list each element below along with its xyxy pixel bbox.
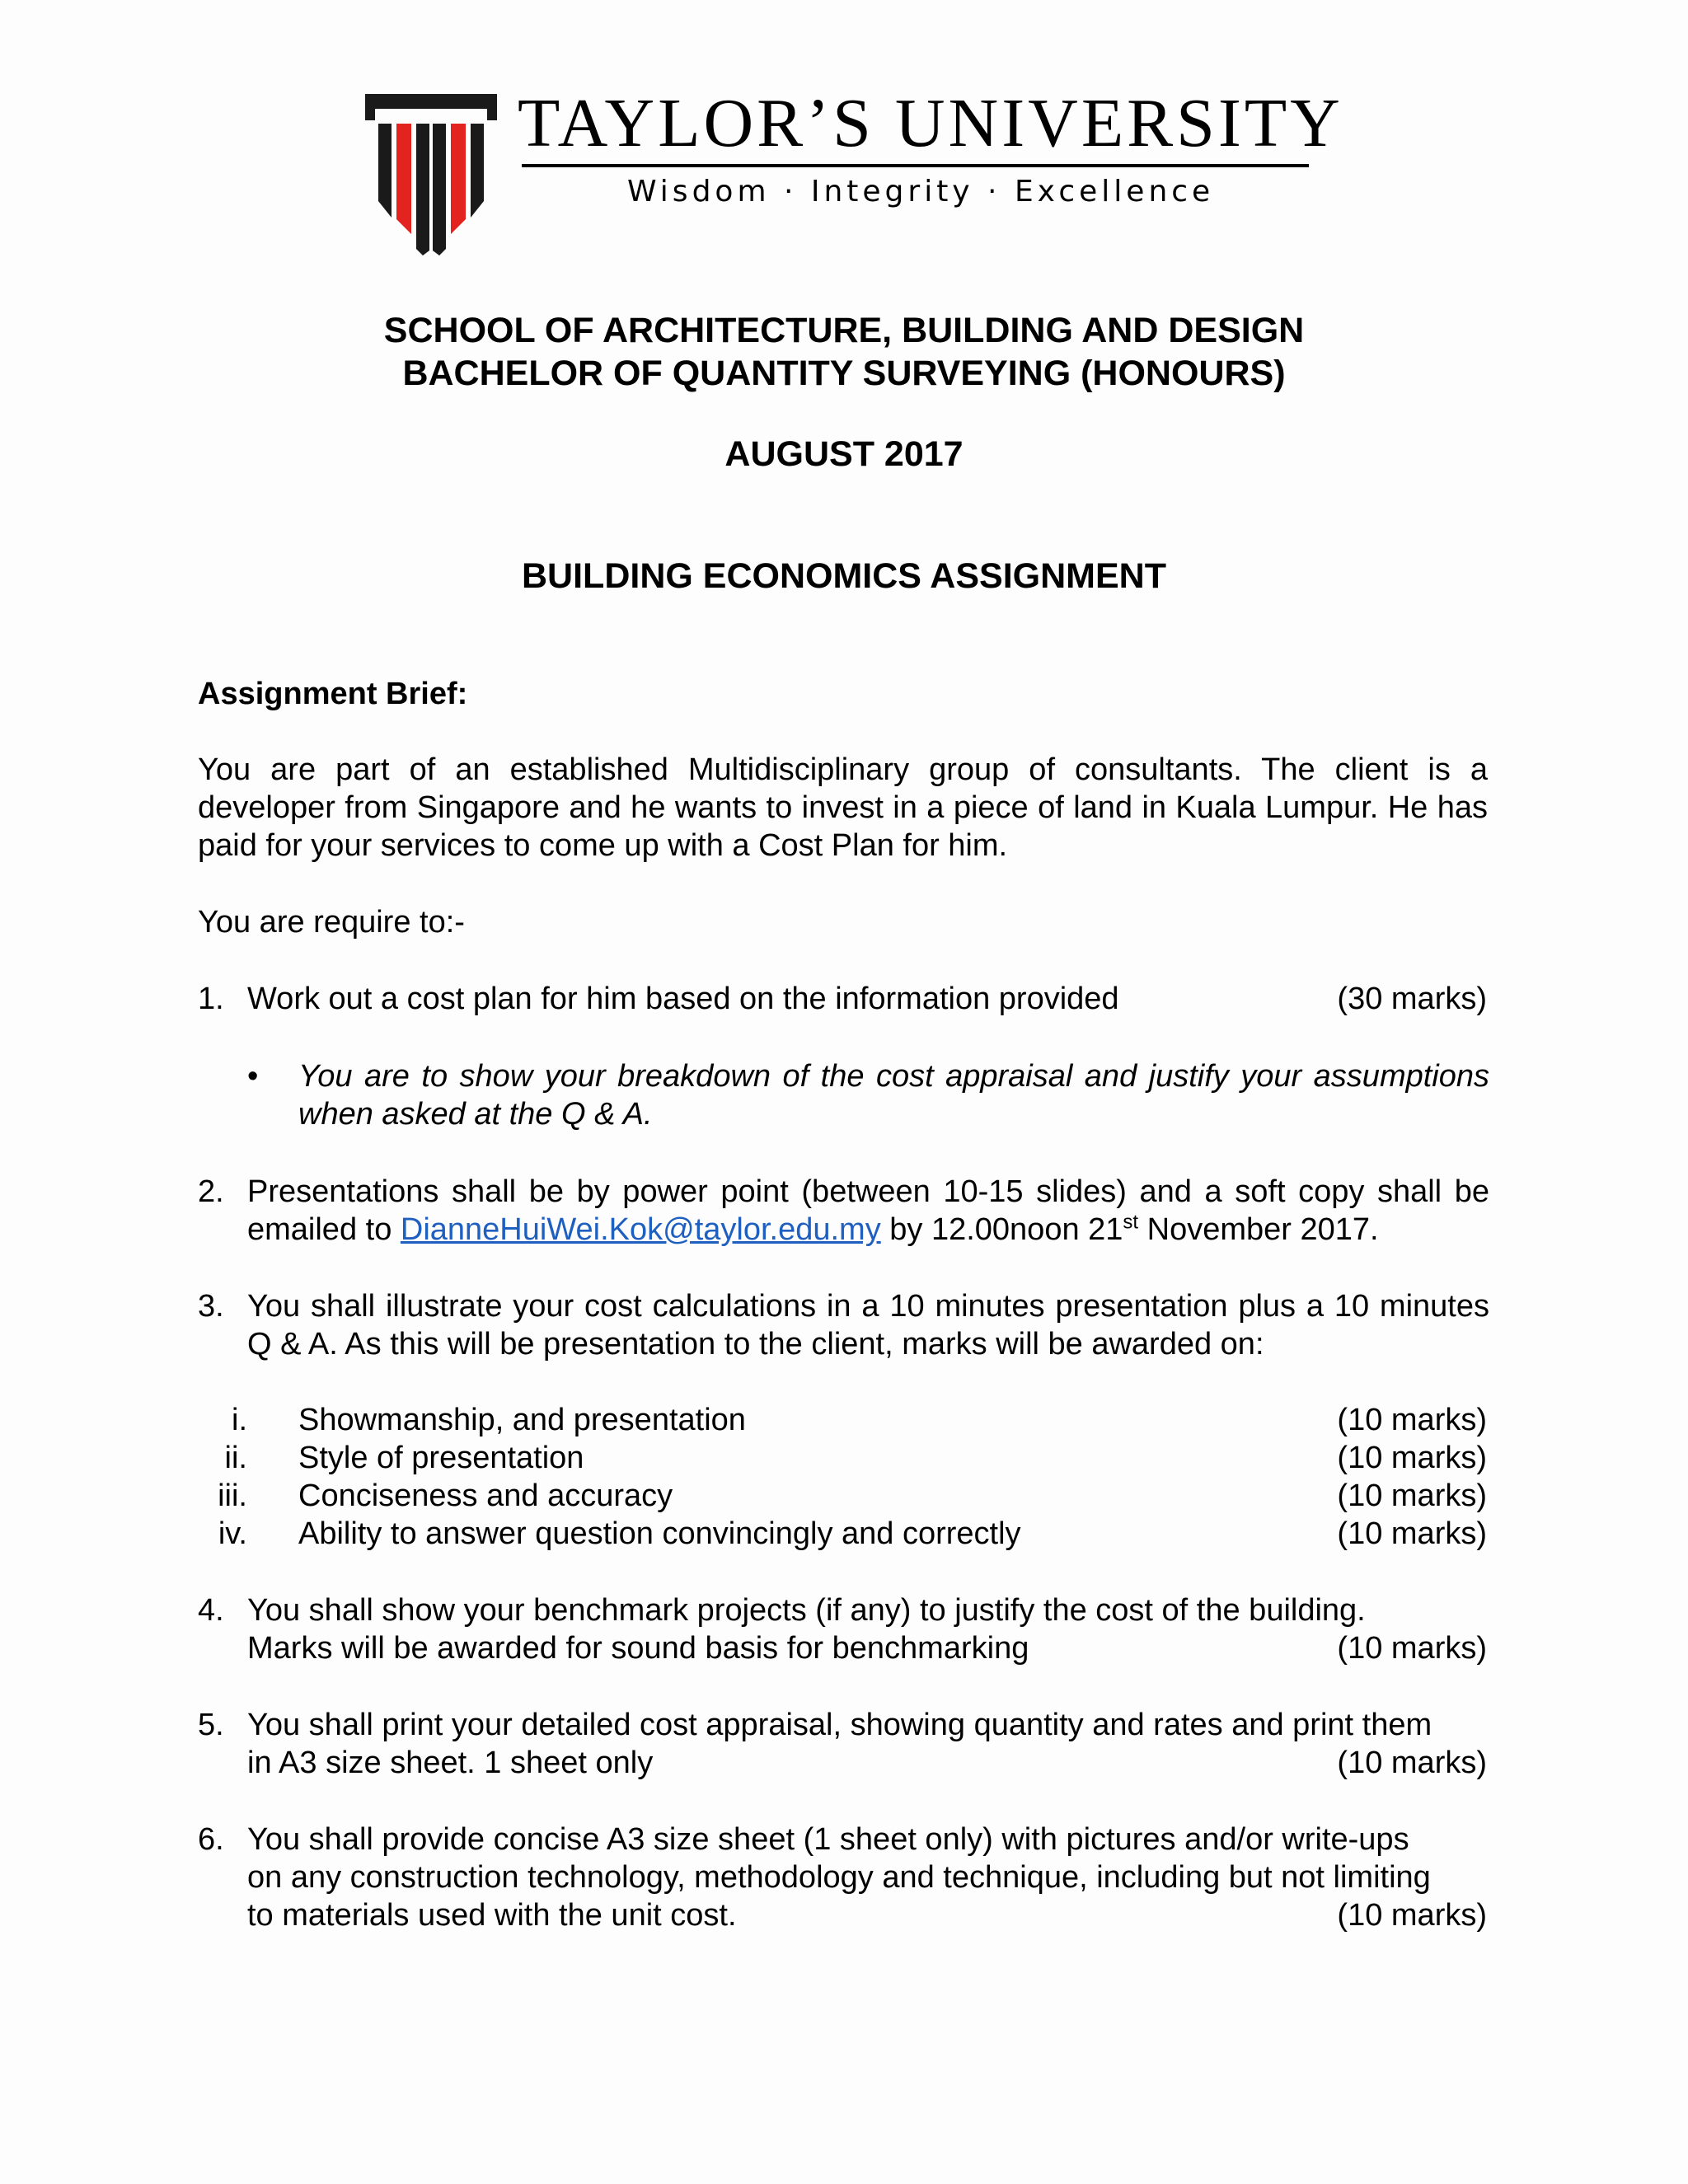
criterion-marks: (10 marks) — [1337, 1516, 1487, 1551]
programme-heading: BACHELOR OF QUANTITY SURVEYING (HONOURS) — [402, 354, 1286, 393]
item-4-line-1: You shall show your benchmark projects (if any) to justify the cost of the building. — [247, 1593, 1366, 1628]
roman-numeral: ii. — [224, 1441, 247, 1475]
item-2-text-after: by 12.00noon 21 — [880, 1212, 1123, 1247]
criterion-marks: (10 marks) — [1337, 1479, 1487, 1513]
item-6-marks: (10 marks) — [1337, 1898, 1487, 1933]
school-heading: SCHOOL OF ARCHITECTURE, BUILDING AND DESIGN — [383, 311, 1305, 350]
item-number: 6. — [198, 1822, 224, 1857]
roman-numeral: iii. — [218, 1479, 247, 1513]
item-4-line-2: Marks will be awarded for sound basis for benchmarking — [247, 1631, 1029, 1666]
criterion-text: Ability to answer question convincingly and correctly — [298, 1516, 1021, 1551]
logo-divider — [522, 164, 1309, 167]
item-6-line-2: on any construction technology, methodology and technique, including but not limiting — [247, 1860, 1431, 1895]
date-suffix: st — [1123, 1211, 1139, 1234]
item-5-line-1: You shall print your detailed cost appraisal, showing quantity and rates and print them — [247, 1708, 1432, 1742]
assignment-title: BUILDING ECONOMICS ASSIGNMENT — [522, 556, 1166, 596]
item-2-text-end: November 2017. — [1138, 1212, 1379, 1247]
item-1-marks: (30 marks) — [1337, 982, 1487, 1016]
item-4-marks: (10 marks) — [1337, 1631, 1487, 1666]
item-1-text: Work out a cost plan for him based on the information provided — [247, 982, 1119, 1016]
item-2-text-before: Presentations shall be by power point (between 10-15 slides) and a soft copy shall be emailed to — [247, 1174, 1489, 1247]
criterion-text: Showmanship, and presentation — [298, 1403, 746, 1437]
roman-numeral: i. — [232, 1403, 247, 1437]
item-number: 5. — [198, 1708, 224, 1742]
item-number: 3. — [198, 1289, 224, 1324]
item-5-marks: (10 marks) — [1337, 1746, 1487, 1780]
item-3-text: You shall illustrate your cost calculations in a 10 minutes presentation plus a 10 minutes Q & A. As this will be presentation to the client, marks will be awarded on: — [247, 1289, 1489, 1361]
university-logo — [365, 85, 1343, 262]
item-number: 1. — [198, 982, 224, 1016]
email-link[interactable]: DianneHuiWei.Kok@taylor.edu.my — [400, 1212, 881, 1247]
criterion-text: Style of presentation — [298, 1441, 584, 1475]
item-number: 2. — [198, 1174, 224, 1209]
requirements-intro: You are require to:- — [198, 905, 465, 940]
logo-emblem-icon — [365, 94, 497, 259]
bullet-icon: • — [247, 1059, 259, 1094]
item-2-text — [247, 1173, 1489, 1249]
logo-tagline: Wisdom · Integrity · Excellence — [627, 175, 1215, 209]
roman-numeral: iv. — [218, 1516, 247, 1551]
item-6-line-1: You shall provide concise A3 size sheet (1 sheet only) with pictures and/or write-ups — [247, 1822, 1409, 1857]
item-5-line-2: in A3 size sheet. 1 sheet only — [247, 1746, 654, 1780]
item-1-bullet-text: You are to show your breakdown of the cost appraisal and justify your assumptions when asked at the Q & A. — [298, 1059, 1489, 1132]
criterion-text: Conciseness and accuracy — [298, 1479, 673, 1513]
brief-heading: Assignment Brief: — [198, 677, 468, 711]
item-6-line-3: to materials used with the unit cost. — [247, 1898, 737, 1933]
criterion-marks: (10 marks) — [1337, 1403, 1487, 1437]
item-number: 4. — [198, 1593, 224, 1628]
logo-wordmark: TAYLOR’S UNIVERSITY — [518, 85, 1343, 162]
criterion-marks: (10 marks) — [1337, 1441, 1487, 1475]
brief-paragraph: You are part of an established Multidisciplinary group of consultants. The client is a developer from Singapore and he wants to invest in a piece of land in Kuala Lumpur. He has paid for your services to come up with a Cost Plan for him. — [198, 752, 1488, 863]
date-heading: AUGUST 2017 — [724, 434, 964, 474]
